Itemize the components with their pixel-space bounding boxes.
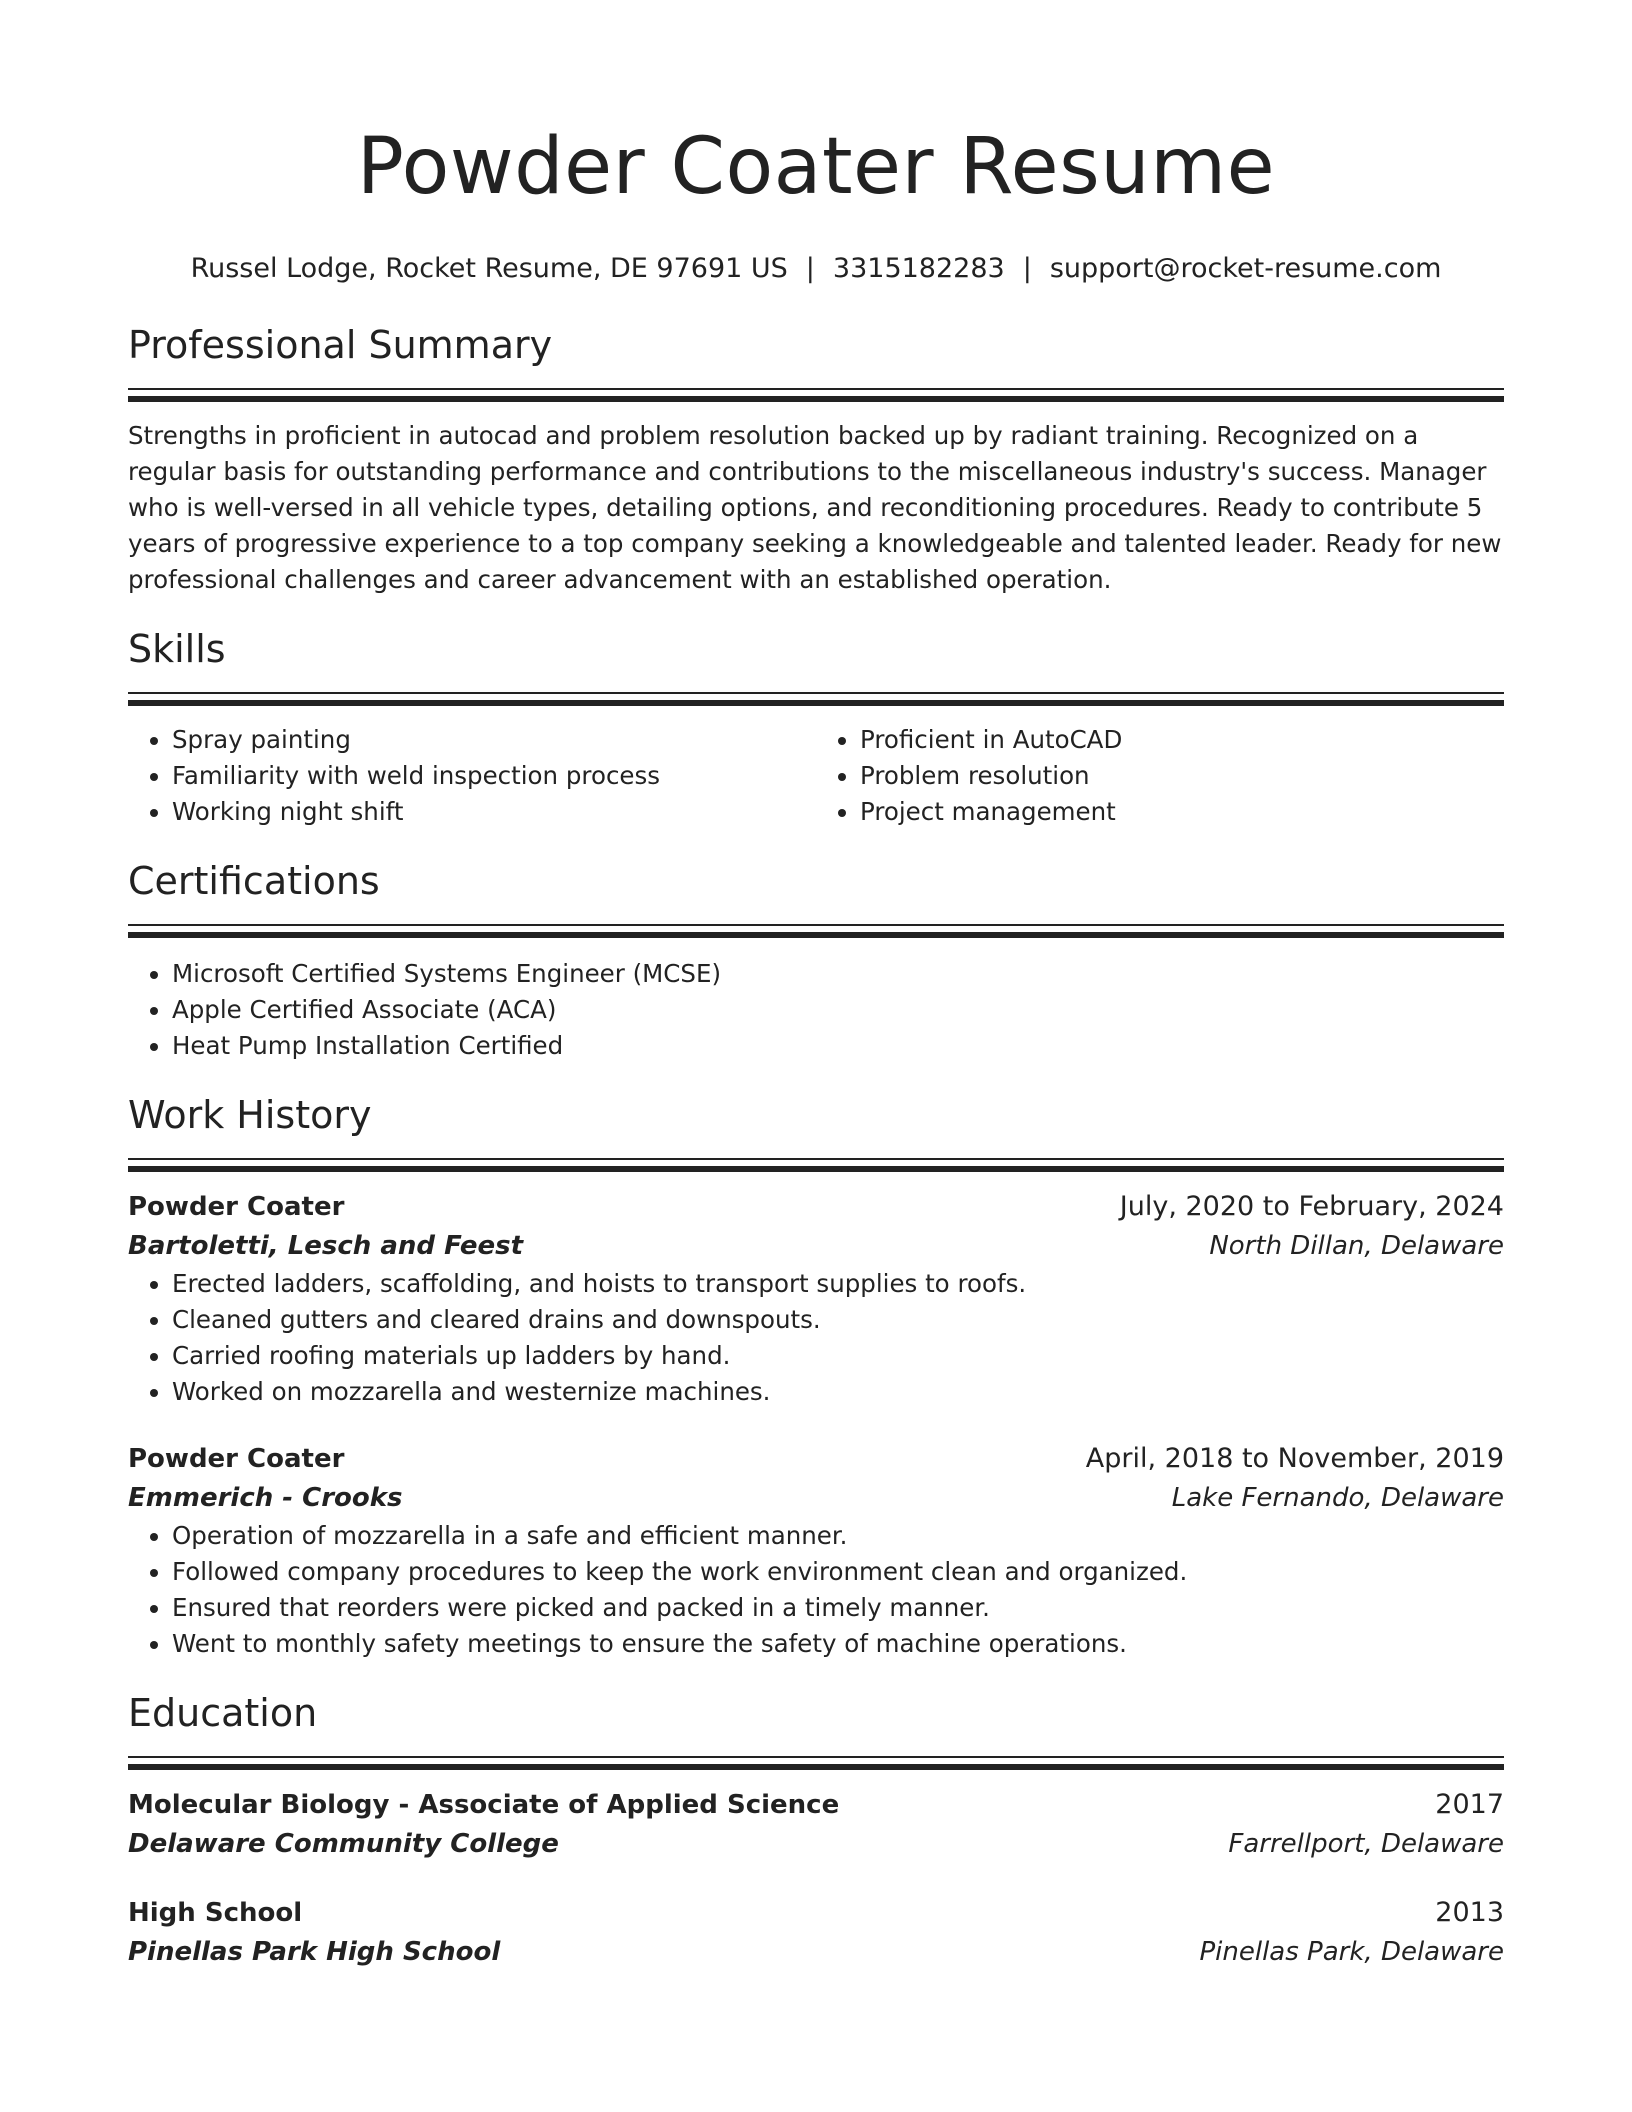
education-school: Pinellas Park High School — [128, 1937, 501, 1967]
contact-separator: | — [805, 253, 815, 284]
job-dates: April, 2018 to November, 2019 — [1085, 1443, 1504, 1474]
education-header-row — [128, 1894, 1504, 1932]
skills-column-right — [816, 722, 1504, 830]
education-school: Delaware Community College — [128, 1829, 559, 1859]
job-company: Emmerich - Crooks — [128, 1483, 403, 1513]
education-subheader-row — [128, 1824, 1504, 1864]
skill-item: • Familiarity with weld inspection process — [172, 758, 816, 794]
job-title: Powder Coater — [128, 1444, 345, 1474]
job-location: Lake Fernando, Delaware — [1171, 1483, 1504, 1513]
contact-line — [128, 250, 1504, 288]
summary-text: Strengths in proficient in autocad and problem resolution backed up by radiant training. Recognized on a regular basis for outstanding performance and contributions to the miscellaneous industry's success. Manager who is well-versed in all vehicle types, detailing options, and reconditioning procedures. Ready to contribute 5 years of progressive experience to a top company seeking a knowledgeable and talented leader. Ready for new professional challenges and career advancement with an established operation. — [128, 421, 1502, 594]
job-bullet: • Operation of mozzarella in a safe and efficient manner. — [172, 1518, 1504, 1554]
education-subheader-row — [128, 1932, 1504, 1972]
education-location: Farrellport, Delaware — [1228, 1829, 1504, 1859]
skill-item: • Working night shift — [172, 794, 816, 830]
education-location: Pinellas Park, Delaware — [1199, 1937, 1504, 1967]
education-year: 2017 — [1435, 1789, 1504, 1820]
skill-item: • Proficient in AutoCAD — [860, 722, 1504, 758]
education-section — [128, 1688, 1504, 1972]
skills-column-left — [128, 722, 816, 830]
job-bullet: • Went to monthly safety meetings to ensure the safety of machine operations. — [172, 1626, 1504, 1662]
job-entry — [128, 1188, 1504, 1410]
section-divider — [128, 1756, 1504, 1770]
contact-address: Russel Lodge, Rocket Resume, DE 97691 US — [190, 253, 788, 284]
job-bullet: • Worked on mozzarella and westernize machines. — [172, 1374, 1504, 1410]
section-divider — [128, 924, 1504, 938]
summary-section — [128, 320, 1504, 598]
skills-grid — [128, 722, 1504, 830]
contact-phone: 3315182283 — [832, 253, 1005, 284]
education-degree: High School — [128, 1898, 303, 1928]
section-heading-education: Education — [128, 1691, 318, 1735]
job-subheader-row — [128, 1226, 1504, 1266]
certification-item: • Heat Pump Installation Certified — [172, 1028, 1504, 1064]
contact-email: support@rocket-resume.com — [1049, 253, 1442, 284]
education-degree: Molecular Biology - Associate of Applied Science — [128, 1790, 840, 1820]
education-year: 2013 — [1435, 1897, 1504, 1928]
job-bullet-list — [128, 1518, 1504, 1662]
skill-item: • Spray painting — [172, 722, 816, 758]
job-title: Powder Coater — [128, 1192, 345, 1222]
job-bullet: • Ensured that reorders were picked and packed in a timely manner. — [172, 1590, 1504, 1626]
education-entry — [128, 1786, 1504, 1864]
skill-item: • Problem resolution — [860, 758, 1504, 794]
certifications-section — [128, 856, 1504, 1064]
skills-list-right — [816, 722, 1504, 830]
section-heading-work-history: Work History — [128, 1093, 372, 1137]
section-divider — [128, 1158, 1504, 1172]
contact-separator: | — [1022, 253, 1032, 284]
skill-item: • Project management — [860, 794, 1504, 830]
section-divider — [128, 388, 1504, 402]
job-bullet: • Erected ladders, scaffolding, and hoists to transport supplies to roofs. — [172, 1266, 1504, 1302]
job-bullet: • Followed company procedures to keep the work environment clean and organized. — [172, 1554, 1504, 1590]
section-heading-skills: Skills — [128, 627, 226, 671]
job-subheader-row — [128, 1478, 1504, 1518]
section-divider — [128, 692, 1504, 706]
job-bullet-list — [128, 1266, 1504, 1410]
certification-item: • Apple Certified Associate (ACA) — [172, 992, 1504, 1028]
certification-item: • Microsoft Certified Systems Engineer (MCSE) — [172, 956, 1504, 992]
education-entry — [128, 1894, 1504, 1972]
job-dates: July, 2020 to February, 2024 — [1119, 1191, 1504, 1222]
job-bullet: • Cleaned gutters and cleared drains and downspouts. — [172, 1302, 1504, 1338]
job-company: Bartoletti, Lesch and Feest — [128, 1231, 524, 1261]
certifications-list — [128, 956, 1504, 1064]
job-location: North Dillan, Delaware — [1209, 1231, 1504, 1261]
education-header-row — [128, 1786, 1504, 1824]
section-heading-summary: Professional Summary — [128, 323, 553, 367]
section-heading-certifications: Certifications — [128, 859, 380, 903]
resume-title: Powder Coater Resume — [356, 122, 1276, 212]
skills-list-left — [128, 722, 816, 830]
job-bullet: • Carried roofing materials up ladders by hand. — [172, 1338, 1504, 1374]
skills-section — [128, 624, 1504, 830]
job-entry — [128, 1440, 1504, 1662]
job-header-row — [128, 1188, 1504, 1226]
work-history-section — [128, 1090, 1504, 1662]
job-header-row — [128, 1440, 1504, 1478]
